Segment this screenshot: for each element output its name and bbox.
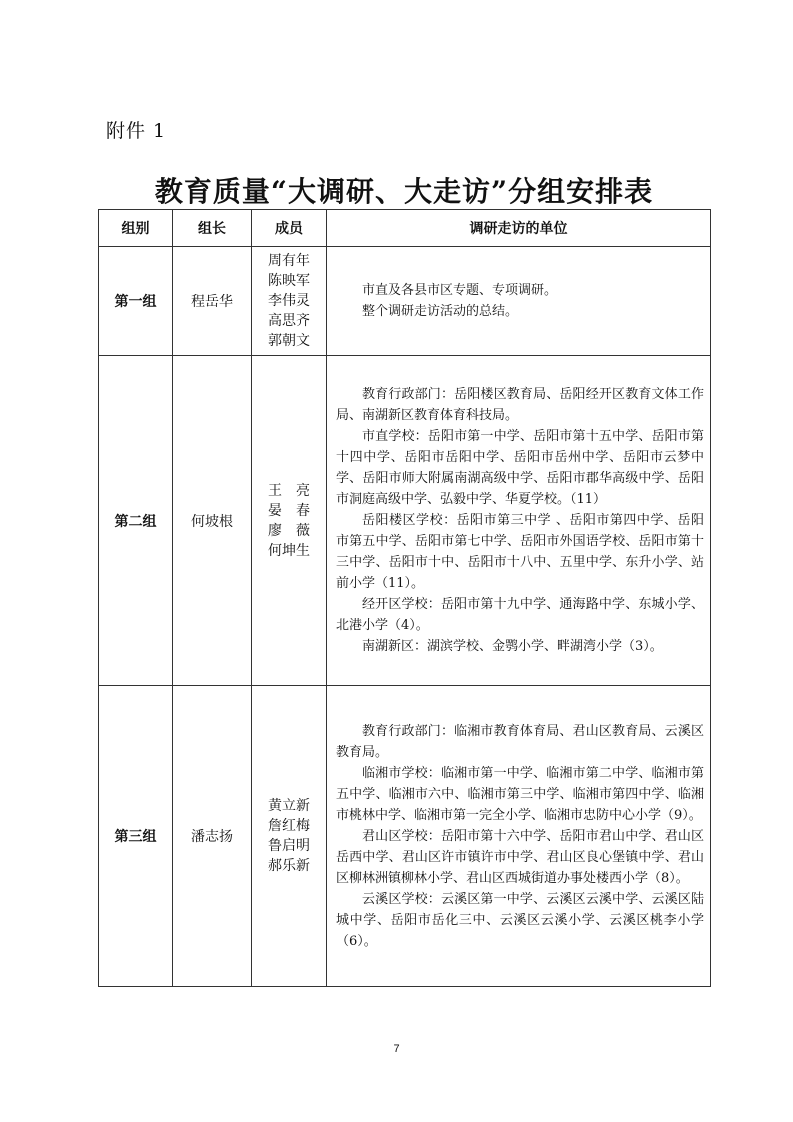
member: 周有年 [268,253,310,269]
group-leader: 潘志扬 [173,686,252,987]
member: 郭朝文 [268,333,310,349]
group-leader: 何坡根 [173,356,252,686]
member: 郝乐新 [268,858,310,874]
header-group: 组别 [99,210,173,247]
header-members: 成员 [252,210,327,247]
unit-paragraph: 经开区学校：岳阳市第十九中学、通海路中学、东城小学、北港小学（4）。 [336,597,704,633]
attachment-label: 附件 1 [106,120,167,142]
group-name: 第三组 [99,686,173,987]
member: 晏 春 [268,502,310,519]
member: 黄立新 [268,798,310,814]
header-leader: 组长 [173,210,252,247]
member: 陈映军 [268,273,310,289]
group-units [327,247,711,356]
member: 高思齐 [268,313,310,329]
table-row [99,356,711,686]
unit-paragraph: 教育行政部门：岳阳楼区教育局、岳阳经开区教育文体工作局、南湖新区教育体育科技局。 [336,387,704,423]
group-members [252,356,327,686]
unit-paragraph: 岳阳楼区学校：岳阳市第三中学 、岳阳市第四中学、岳阳市第五中学、岳阳市第七中学、岳阳市外国语学校、岳阳市第十三中学、岳阳市十中、岳阳市十八中、五里中学、东升小学、站前小学（11）。 [336,513,704,591]
unit-paragraph: 临湘市学校：临湘市第一中学、临湘市第二中学、临湘市第五中学、临湘市六中、临湘市第三中学、临湘市第四中学、临湘市桃林中学、临湘市第一完全小学、临湘市忠防中心小学（9）。 [336,765,704,823]
document-title: 教育质量“大调研、大走访”分组安排表 [154,175,654,208]
page-number: 7 [393,1043,400,1055]
group-units [327,686,711,987]
group-name: 第二组 [99,356,173,686]
table-header-row [99,210,711,247]
member: 廖 薇 [268,522,310,539]
schedule-table [98,209,711,987]
group-leader: 程岳华 [173,247,252,356]
group-name: 第一组 [99,247,173,356]
member: 王 亮 [268,482,310,499]
group-units [327,356,711,686]
member: 何坤生 [268,542,310,559]
member: 鲁启明 [268,838,310,854]
group-members [252,686,327,987]
member: 詹红梅 [268,818,310,834]
unit-paragraph: 教育行政部门：临湘市教育体育局、君山区教育局、云溪区教育局。 [336,723,704,760]
unit-paragraph: 云溪区学校：云溪区第一中学、云溪区云溪中学、云溪区陆城中学、岳阳市岳化三中、云溪区云溪小学、云溪区桃李小学（6）。 [336,891,704,949]
unit-paragraph: 市直学校：岳阳市第一中学、岳阳市第十五中学、岳阳市第十四中学、岳阳市岳阳中学、岳阳市岳州中学、岳阳市云梦中学、岳阳市师大附属南湖高级中学、岳阳市郡华高级中学、岳阳市洞庭高级中学、弘毅中学、华夏学校。（11） [336,429,704,507]
unit-paragraph: 整个调研走访活动的总结。 [362,304,519,319]
group-members [252,247,327,356]
unit-paragraph: 市直及各县市区专题、专项调研。 [362,283,558,298]
unit-paragraph: 南湖新区：湖滨学校、金鹗小学、畔湖湾小学（3）。 [362,639,663,654]
table-row [99,686,711,987]
header-units: 调研走访的单位 [327,210,711,247]
unit-paragraph: 君山区学校：岳阳市第十六中学、岳阳市君山中学、君山区岳西中学、君山区许市镇许市中学、君山区良心堡镇中学、君山区柳林洲镇柳林小学、君山区西城街道办事处楼西小学（8）。 [336,828,704,886]
table-row [99,247,711,356]
member: 李伟灵 [268,293,310,309]
